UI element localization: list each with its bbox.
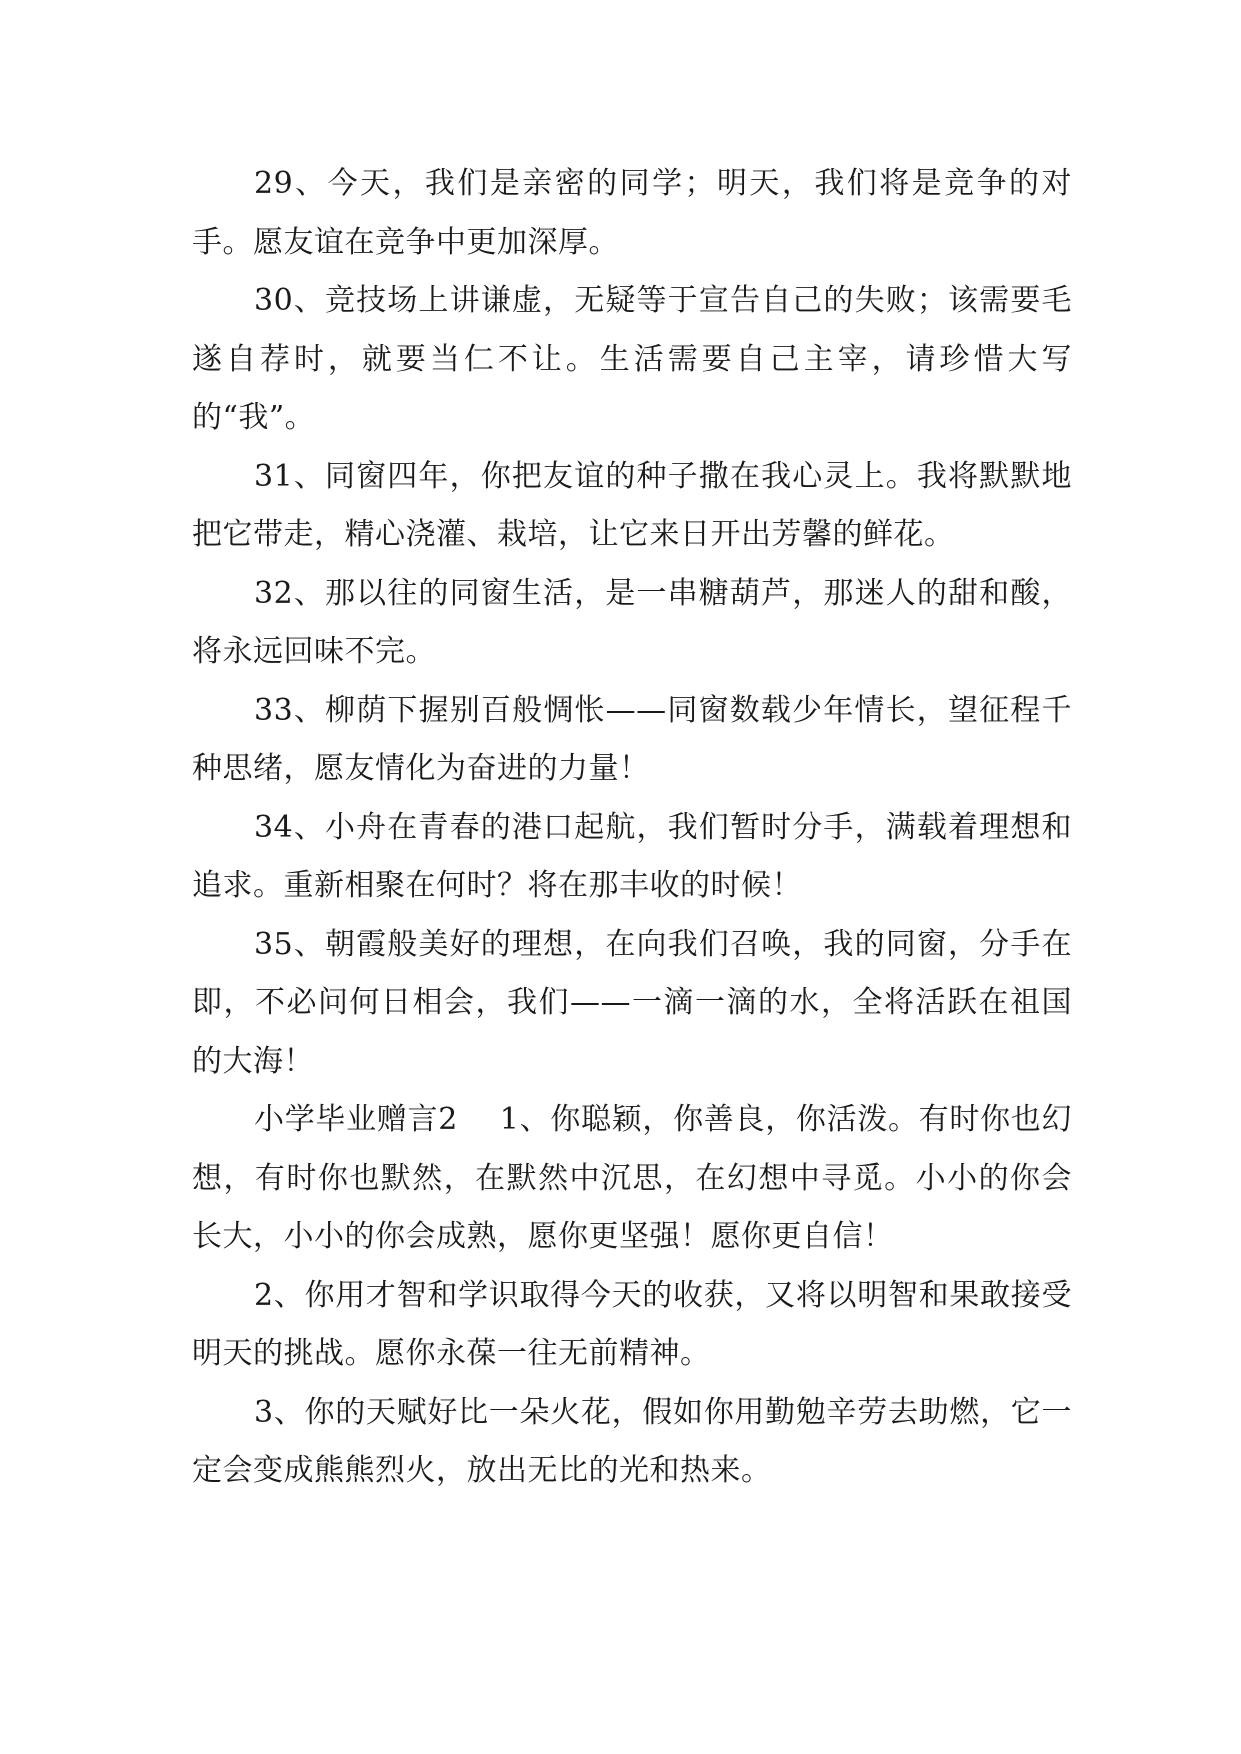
paragraph-35: 35、朝霞般美好的理想，在向我们召唤，我的同窗，分手在即，不必问何日相会，我们——一滴一滴的水，全将活跃在祖国的大海！ [192, 926, 1072, 1079]
section-item-3: 3、你的天赋好比一朵火花，假如你用勤勉辛劳去助燃，它一定会变成熊熊烈火，放出无比的光和热来。 [192, 1394, 1072, 1488]
paragraph-30: 30、竞技场上讲谦虚，无疑等于宣告自己的失败；该需要毛遂自荐时，就要当仁不让。生活需要自己主宰，请珍惜大写的“我”。 [192, 283, 1072, 435]
section-item-2: 2、你用才智和学识取得今天的收获，又将以明智和果敢接受明天的挑战。愿你永葆一往无前精神。 [192, 1277, 1072, 1371]
section-paragraph [192, 1091, 1072, 1267]
paragraph-34: 34、小舟在青春的港口起航，我们暂时分手，满载着理想和追求。重新相聚在何时？将在那丰收的时候！ [192, 809, 1072, 903]
section-title: 小学毕业赠言2 [254, 1102, 458, 1137]
paragraph-29: 29、今天，我们是亲密的同学；明天，我们将是竞争的对手。愿友谊在竞争中更加深厚。 [192, 166, 1072, 260]
paragraph-31: 31、同窗四年，你把友谊的种子撒在我心灵上。我将默默地把它带走，精心浇灌、栽培，让它来日开出芳馨的鲜花。 [192, 458, 1072, 552]
paragraph-32: 32、那以往的同窗生活，是一串糖葫芦，那迷人的甜和酸，将永远回味不完。 [192, 575, 1072, 669]
section-item-1: 1、你聪颖，你善良，你活泼。有时你也幻想，有时你也默然，在默然中沉思，在幻想中寻觅。小小的你会长大，小小的你会成熟，愿你更坚强！愿你更自信！ [192, 1102, 1072, 1254]
paragraph-33: 33、柳荫下握别百般惆怅——同窗数载少年情长，望征程千种思绪，愿友情化为奋进的力量！ [192, 692, 1072, 786]
document-body [192, 155, 1072, 1501]
